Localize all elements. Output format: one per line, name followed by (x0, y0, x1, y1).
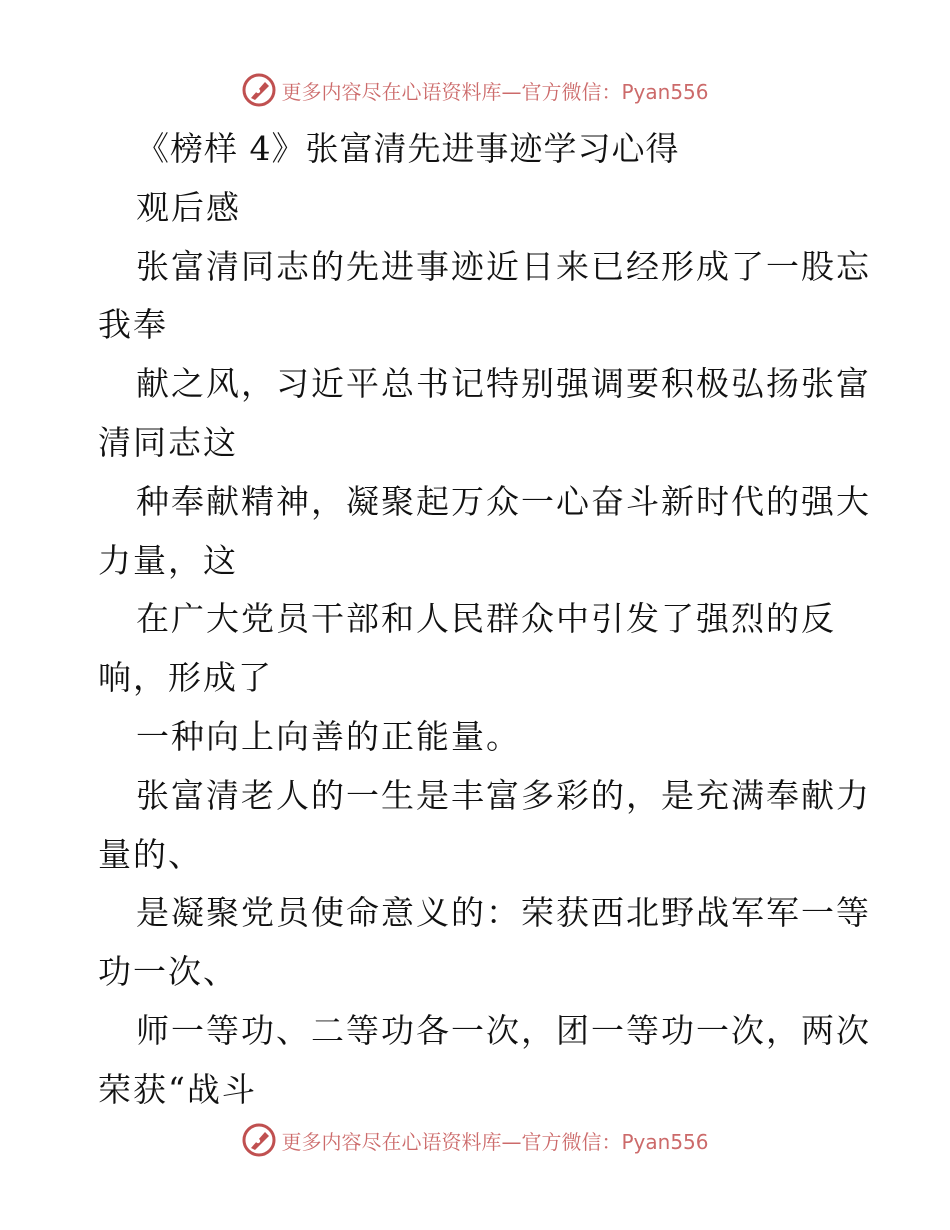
watermark-text (281, 76, 708, 105)
paragraph-line: 种奉献精神，凝聚起万众一心奋斗新时代的强大 (136, 481, 871, 521)
watermark-label: 更多内容尽在心语资料库—官方微信： (281, 1129, 622, 1154)
watermark-handle: Pyan556 (621, 79, 709, 104)
paragraph-line: 师一等功、二等功各一次，团一等功一次，两次 (136, 1010, 871, 1050)
paragraph-line: 一种向上向善的正能量。 (136, 716, 521, 756)
paragraph-line: 张富清同志的先进事迹近日来已经形成了一股忘 (136, 246, 871, 286)
watermark-handle: Pyan556 (621, 1129, 709, 1154)
document-body (98, 120, 871, 1120)
paragraph-line: 张富清老人的一生是丰富多彩的，是充满奉献力 (136, 775, 871, 815)
document-title: 《榜样 4》张富清先进事迹学习心得 (136, 129, 680, 168)
paragraph-line: 我奉 (98, 305, 168, 345)
header-watermark (0, 70, 950, 110)
paragraph-line: 是凝聚党员使命意义的：荣获西北野战军军一等 (136, 893, 871, 933)
paragraph-line: 功一次、 (98, 952, 238, 992)
pen-nib-circle-icon (241, 72, 277, 108)
paragraph-line: 在广大党员干部和人民群众中引发了强烈的反 (136, 599, 836, 639)
document-subtitle: 观后感 (136, 187, 241, 227)
pen-nib-circle-icon (241, 1122, 277, 1158)
paragraph-line: 力量，这 (98, 540, 238, 580)
paragraph-line: 量的、 (98, 834, 203, 874)
paragraph-line: 献之风，习近平总书记特别强调要积极弘扬张富 (136, 364, 871, 404)
watermark-label: 更多内容尽在心语资料库—官方微信： (281, 79, 622, 104)
footer-watermark (0, 1120, 950, 1160)
paragraph-line: 清同志这 (98, 422, 238, 462)
watermark-text (281, 1126, 708, 1155)
paragraph-line: 荣获“战斗 (98, 1069, 257, 1109)
paragraph-line: 响，形成了 (98, 658, 273, 698)
